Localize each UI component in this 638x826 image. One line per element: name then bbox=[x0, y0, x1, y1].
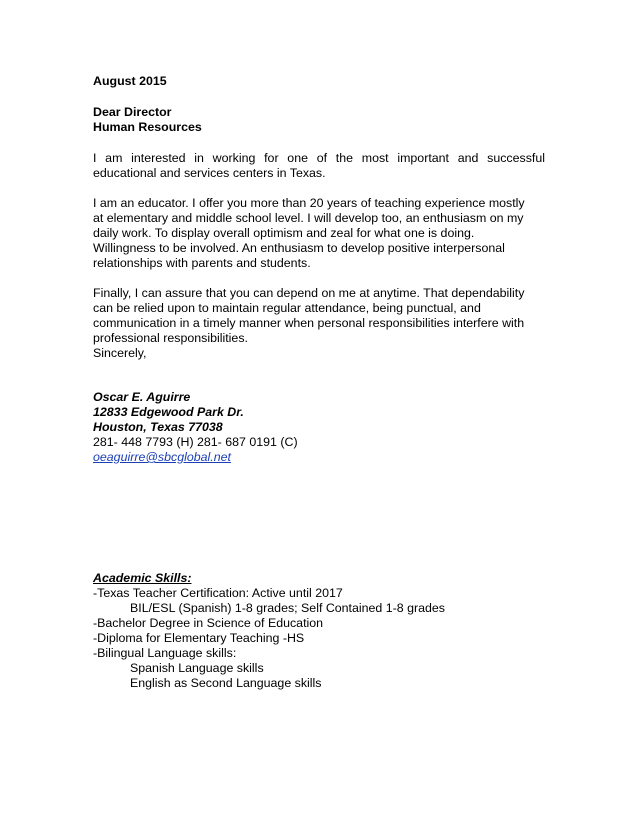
paragraph-interest: I am interested in working for one of the most important and successful educational and services centers in Texas. bbox=[93, 151, 545, 180]
skills-item: -Bilingual Language skills: bbox=[93, 646, 237, 660]
recipient-line: Dear Director bbox=[93, 105, 172, 119]
skills-heading: Academic Skills: bbox=[93, 571, 192, 585]
signature-block bbox=[93, 390, 545, 465]
letter-date: August 2015 bbox=[93, 74, 167, 88]
paragraph-line: daily work. To display overall optimism and zeal for what one is doing. bbox=[93, 226, 475, 240]
skills-item: -Bachelor Degree in Science of Education bbox=[93, 616, 324, 630]
skills-item: Spanish Language skills bbox=[130, 661, 264, 675]
signature-address-street: 12833 Edgewood Park Dr. bbox=[93, 405, 244, 419]
skills-item: BIL/ESL (Spanish) 1-8 grades; Self Contained 1-8 grades bbox=[130, 601, 445, 615]
signature-email-link[interactable]: oeaguirre@sbcglobal.net bbox=[93, 450, 231, 464]
signature-address-city: Houston, Texas 77038 bbox=[93, 420, 223, 434]
paragraph-line: Willingness to be involved. An enthusiasm to develop positive interpersonal bbox=[93, 241, 505, 255]
closing: Sincerely, bbox=[93, 346, 147, 360]
skills-item: English as Second Language skills bbox=[130, 676, 322, 690]
paragraph-line: Finally, I can assure that you can depend on me at anytime. That dependability bbox=[93, 286, 525, 300]
skills-item: -Diploma for Elementary Teaching -HS bbox=[93, 631, 305, 645]
paragraph-educator bbox=[93, 196, 545, 271]
skills-item: -Texas Teacher Certification: Active until 2017 bbox=[93, 586, 343, 600]
signature-phone: 281- 448 7793 (H) 281- 687 0191 (C) bbox=[93, 435, 298, 449]
cover-letter-page bbox=[93, 74, 545, 691]
paragraph-line: at elementary and middle school level. I will develop too, an enthusiasm on my bbox=[93, 211, 524, 225]
recipient-line: Human Resources bbox=[93, 120, 202, 134]
paragraph-line: can be relied upon to maintain regular attendance, being punctual, and bbox=[93, 301, 481, 315]
academic-skills-section bbox=[93, 571, 545, 691]
spacer bbox=[93, 465, 545, 571]
signature-name: Oscar E. Aguirre bbox=[93, 390, 191, 404]
paragraph-line: communication in a timely manner when personal responsibilities interfere with bbox=[93, 316, 525, 330]
paragraph-line: professional responsibilities. bbox=[93, 331, 248, 345]
paragraph-line: I am an educator. I offer you more than 20 years of teaching experience mostly bbox=[93, 196, 525, 210]
paragraph-line: relationships with parents and students. bbox=[93, 256, 311, 270]
recipient-block bbox=[93, 105, 545, 135]
paragraph-dependability bbox=[93, 286, 545, 346]
